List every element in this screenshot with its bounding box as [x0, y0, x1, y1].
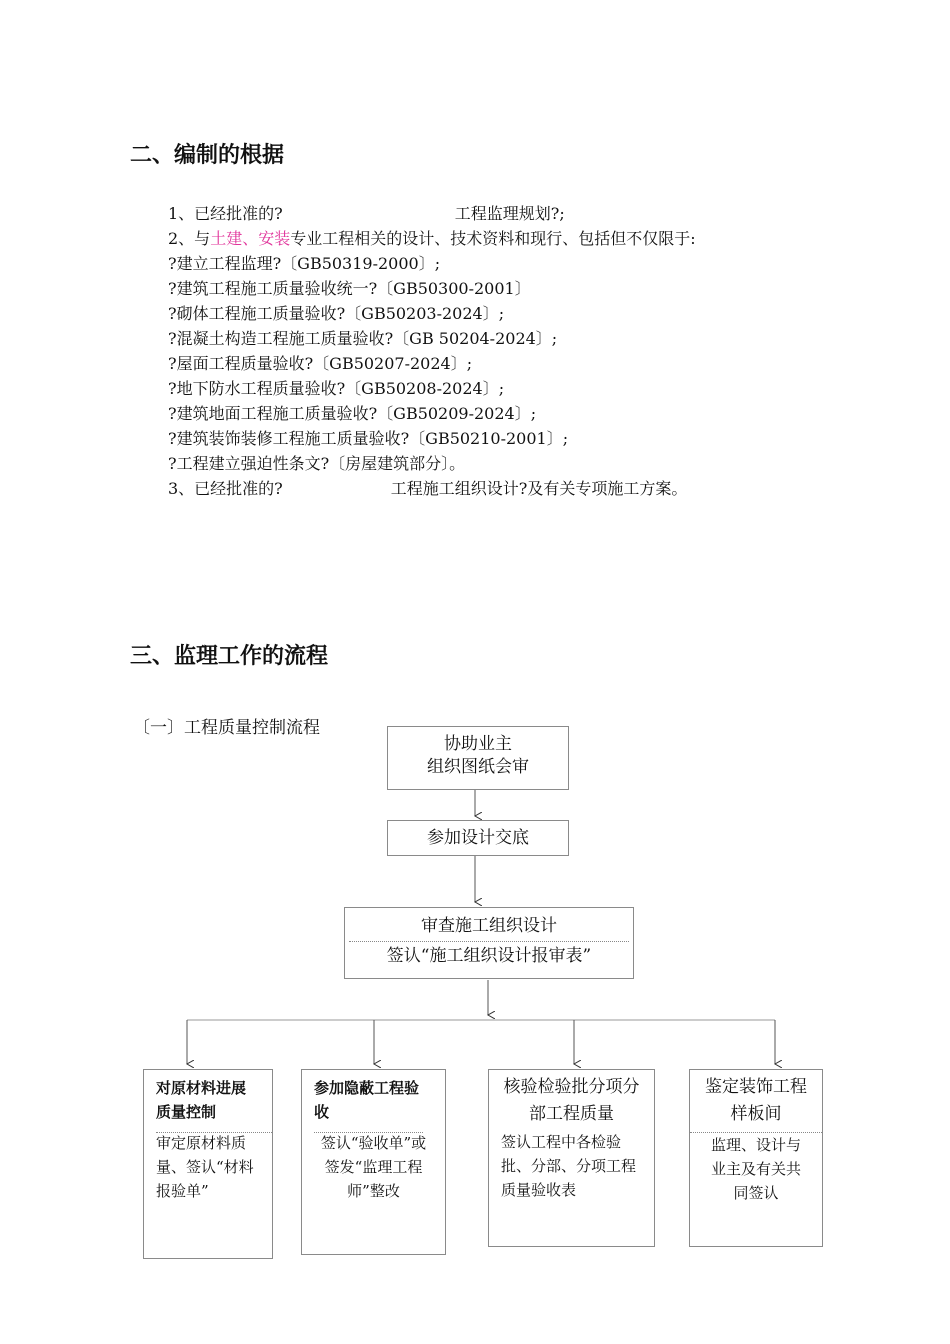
basis-item-2-prefix: 2、与 — [168, 229, 211, 248]
basis-item-2-suffix: 专业工程相关的设计、技术资料和现行、包括但不仅限于: — [290, 229, 696, 248]
flow-box-1-line2: 组织图纸会审 — [427, 757, 529, 777]
standard-item: ?建筑工程施工质量验收统一?〔GB50300-2001〕 — [168, 279, 531, 298]
flow-box-3-line2: 签认“施工组织设计报审表” — [386, 946, 592, 966]
basis-item-3-suffix: 工程施工组织设计?及有关专项施工方案。 — [390, 479, 688, 498]
standard-item: ?混凝土构造工程施工质量验收?〔GB 50204-2024〕; — [168, 329, 558, 348]
standard-item: ?建立工程监理?〔GB50319-2000〕; — [168, 254, 441, 273]
basis-item-3-prefix: 3、已经批准的? — [168, 479, 283, 498]
standard-item: ?屋面工程质量验收?〔GB50207-2024〕; — [168, 354, 473, 373]
standard-item: ?地下防水工程质量验收?〔GB50208-2024〕; — [168, 379, 505, 398]
section3-title: 三、监理工作的流程 — [130, 644, 329, 669]
basis-item-2-highlight: 土建、安装 — [210, 229, 291, 248]
flow-box-drawing-review — [387, 726, 569, 790]
branch-4-title: 鉴定装饰工程样板间 — [705, 1077, 807, 1124]
flow-box-3-line1: 审查施工组织设计 — [421, 916, 557, 936]
flow-box-1-line1: 协助业主 — [444, 734, 512, 754]
branch-1-title: 对原材料进展质量控制 — [156, 1079, 247, 1121]
branch-2-title: 参加隐蔽工程验收 — [314, 1079, 420, 1121]
branch-4-body: 监理、设计与业主及有关共同签认 — [710, 1136, 801, 1202]
flow-subtitle: 〔一〕工程质量控制流程 — [133, 718, 320, 738]
branch-1-body: 审定原材料质量、签认“材料报验单” — [156, 1134, 254, 1200]
standard-item: ?工程建立强迫性条文?〔房屋建筑部分〕。 — [168, 454, 466, 473]
flow-box-2-label: 参加设计交底 — [427, 828, 529, 848]
section2-title: 二、编制的根据 — [130, 143, 285, 168]
flow-branch-concealed-works — [301, 1069, 446, 1255]
branch-2-body: 签认“验收单”或签发“监理工程师”整改 — [320, 1134, 427, 1200]
flow-branch-inspection-lots — [488, 1069, 655, 1247]
basis-item-1-suffix: 工程监理规划?; — [454, 204, 565, 223]
standard-item: ?建筑地面工程施工质量验收?〔GB50209-2024〕; — [168, 404, 537, 423]
flow-branch-sample-room — [689, 1069, 823, 1247]
basis-item-1-prefix: 1、已经批准的? — [168, 204, 283, 223]
branch-3-title: 核验检验批分项分部工程质量 — [503, 1077, 640, 1124]
flow-branch-materials — [143, 1069, 273, 1259]
flow-box-design-disclosure — [387, 820, 569, 856]
flow-box-construction-design — [344, 907, 634, 979]
standard-item: ?建筑装饰装修工程施工质量验收?〔GB50210-2001〕; — [168, 429, 569, 448]
standard-item: ?砌体工程施工质量验收?〔GB50203-2024〕; — [168, 304, 505, 323]
branch-3-body: 签认工程中各检验批、分部、分项工程质量验收表 — [501, 1133, 637, 1199]
